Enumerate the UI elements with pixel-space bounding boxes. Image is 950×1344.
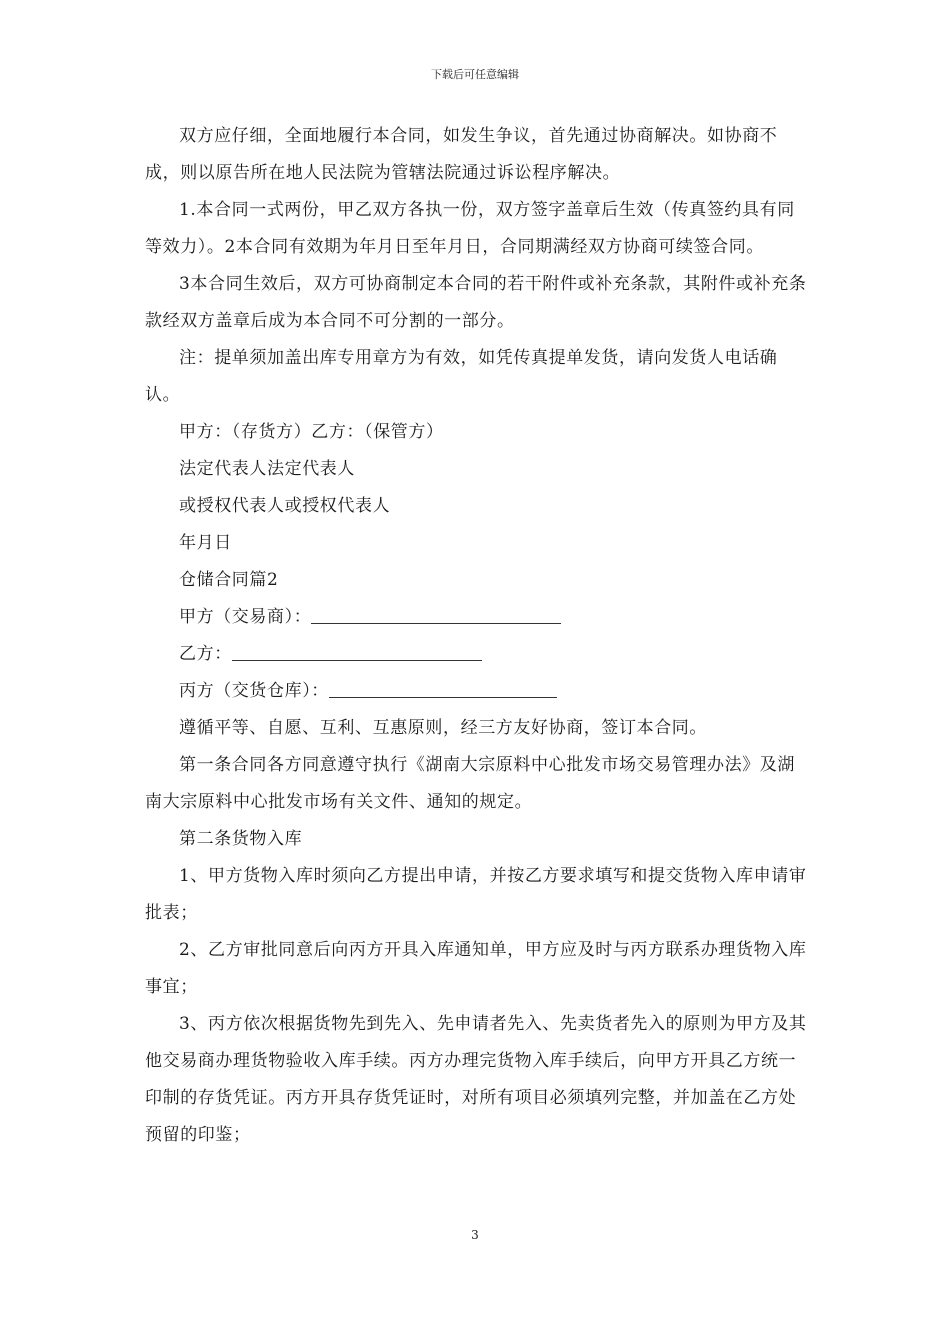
paragraph-article-2-item-1: 1、甲方货物入库时须向乙方提出申请，并按乙方要求填写和提交货物入库申请审批表； [145, 866, 807, 923]
paragraph-article-2-title: 第二条货物入库 [179, 829, 303, 849]
page-number: 3 [471, 1228, 479, 1242]
signature-legal-rep: 法定代表人法定代表人 [179, 459, 355, 479]
paragraph-article-2-item-3: 3、丙方依次根据货物先到先入、先申请者先入、先卖货者先入的原则为甲方及其他交易商办理货物验收入库手续。丙方办理完货物入库手续后，向甲方开具乙方统一印制的存货凭证。丙方开具存货凭证时，对所有项目必须填列完整，并加盖在乙方处预留的印鉴； [145, 1014, 807, 1145]
document-body [145, 118, 807, 1154]
field-party-a-label: 甲方（交易商）： [179, 607, 312, 627]
signature-date: 年月日 [179, 533, 232, 553]
paragraph-principle: 遵循平等、自愿、互利、互惠原则，经三方友好协商，签订本合同。 [179, 718, 707, 738]
field-party-b-label: 乙方： [179, 644, 232, 664]
field-party-c [145, 673, 807, 710]
paragraph-note: 注：提单须加盖出库专用章方为有效，如凭传真提单发货，请向发货人电话确认。 [145, 348, 778, 405]
party-c-blank [329, 681, 557, 698]
section-title: 仓储合同篇2 [179, 570, 279, 590]
paragraph-article-1: 第一条合同各方同意遵守执行《湖南大宗原料中心批发市场交易管理办法》及湖南大宗原料中心批发市场有关文件、通知的规定。 [145, 755, 795, 812]
page-header: 下载后可任意编辑 [431, 68, 519, 81]
paragraph-attachments: 3本合同生效后，双方可协商制定本合同的若干附件或补充条款，其附件或补充条款经双方盖章后成为本合同不可分割的一部分。 [145, 274, 807, 331]
field-party-b [145, 636, 807, 673]
signature-authorized-rep: 或授权代表人或授权代表人 [179, 496, 391, 516]
paragraph-dispute: 双方应仔细，全面地履行本合同，如发生争议，首先通过协商解决。如协商不成，则以原告所在地人民法院为管辖法院通过诉讼程序解决。 [145, 126, 778, 183]
party-b-blank [232, 644, 482, 661]
paragraph-copies-validity: 1.本合同一式两份，甲乙双方各执一份，双方签字盖章后生效（传真签约具有同等效力）。2本合同有效期为年月日至年月日，合同期满经双方协商可续签合同。 [145, 200, 795, 257]
paragraph-article-2-item-2: 2、乙方审批同意后向丙方开具入库通知单，甲方应及时与丙方联系办理货物入库事宜； [145, 940, 807, 997]
field-party-a [145, 599, 807, 636]
party-a-blank [311, 607, 561, 624]
signature-parties: 甲方：（存货方）乙方：（保管方） [179, 422, 444, 442]
field-party-c-label: 丙方（交货仓库）： [179, 681, 329, 701]
